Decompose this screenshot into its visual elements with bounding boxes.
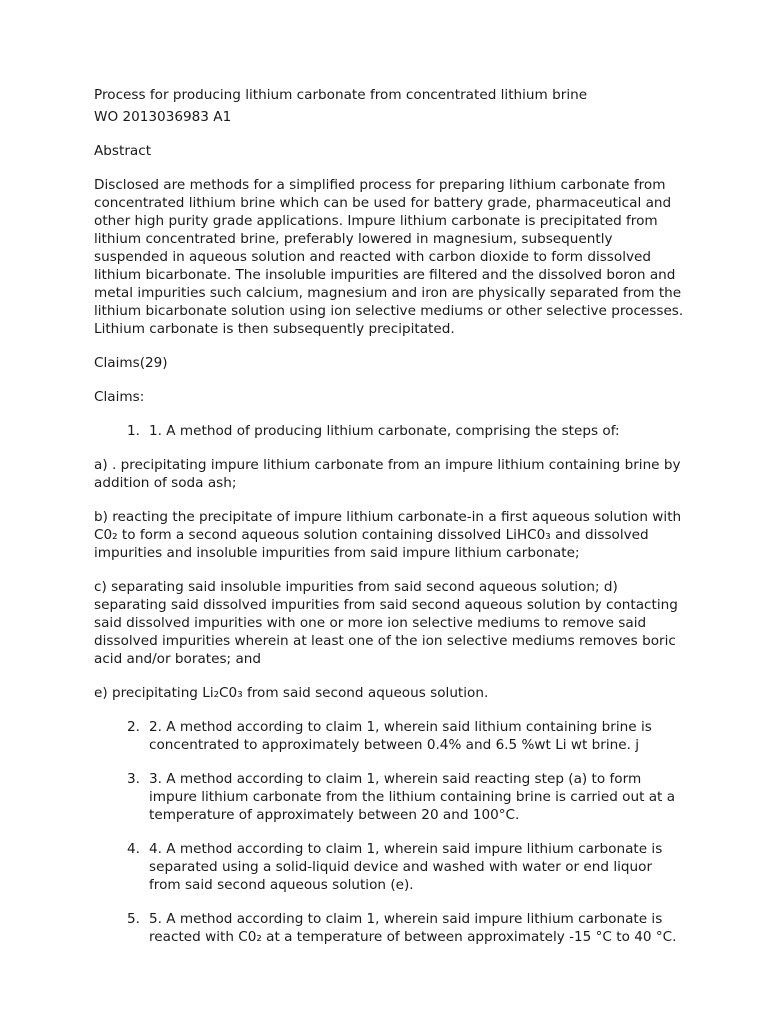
claims-count: Claims(29) [94,355,168,371]
claim-marker: 5. [127,911,140,927]
claim-step-e: e) precipitating Li₂C0₃ from said second aqueous solution. [94,685,489,701]
claim-step-c-d: c) separating said insoluble impurities from said second aqueous solution; d) separating said dissolved impurities from said second aqueous solution by contacting said dissolved impurities with one or more ion selective mediums to remove said dissolved impurities wherein at least one of the ion selective mediums removes boric acid and/or borates; and [94,579,678,667]
claim-step-b: b) reacting the precipitate of impure lithium carbonate-in a first aqueous solution with C0₂ to form a second aqueous solution containing dissolved LiHC0₃ and dissolved impurities and insoluble impurities from said impure lithium carbonate; [94,509,682,561]
claim-marker: 2. [127,719,140,735]
claim-text: 2. A method according to claim 1, wherein said lithium containing brine is concentrated to approximately between 0.4% and 6.5 %wt Li wt brine. j [149,719,652,753]
claim-text: 1. A method of producing lithium carbonate, comprising the steps of: [149,423,620,439]
patent-number: WO 2013036983 A1 [94,109,232,125]
claim-item-4 [94,840,684,894]
claim-text: 3. A method according to claim 1, wherein said reacting step (a) to form impure lithium carbonate from the lithium containing brine is carried out at a temperature of approximately between 20 and 100°C. [149,771,676,823]
claim-item-3 [94,770,684,824]
document-body [94,86,684,962]
claim-item-1 [94,422,684,440]
claims-heading: Claims: [94,389,145,405]
claim-item-5 [94,910,684,946]
claim-marker: 1. [127,423,140,439]
claims-list-rest [94,718,684,946]
claim-item-2 [94,718,684,754]
claim-marker: 3. [127,771,140,787]
claim-marker: 4. [127,841,140,857]
document-title: Process for producing lithium carbonate from concentrated lithium brine [94,87,588,103]
claim-step-a: a) . precipitating impure lithium carbonate from an impure lithium containing brine by addition of soda ash; [94,457,681,491]
claim-text: 5. A method according to claim 1, wherein said impure lithium carbonate is reacted with C0₂ at a temperature of between approximately -15 °C to 40 °C. [149,911,677,945]
claims-list-first [94,422,684,440]
abstract-heading: Abstract [94,143,152,159]
abstract-text: Disclosed are methods for a simplified process for preparing lithium carbonate from concentrated lithium brine which can be used for battery grade, pharmaceutical and other high purity grade applications. Impure lithium carbonate is precipitated from lithium concentrated brine, preferably lowered in magnesium, subsequently suspended in aqueous solution and reacted with carbon dioxide to form dissolved lithium bicarbonate. The insoluble impurities are filtered and the dissolved boron and metal impurities such calcium, magnesium and iron are physically separated from the lithium bicarbonate solution using ion selective mediums or other selective processes. Lithium carbonate is then subsequently precipitated. [94,177,684,337]
claim-text: 4. A method according to claim 1, wherein said impure lithium carbonate is separated using a solid-liquid device and washed with water or end liquor from said second aqueous solution (e). [149,841,663,893]
